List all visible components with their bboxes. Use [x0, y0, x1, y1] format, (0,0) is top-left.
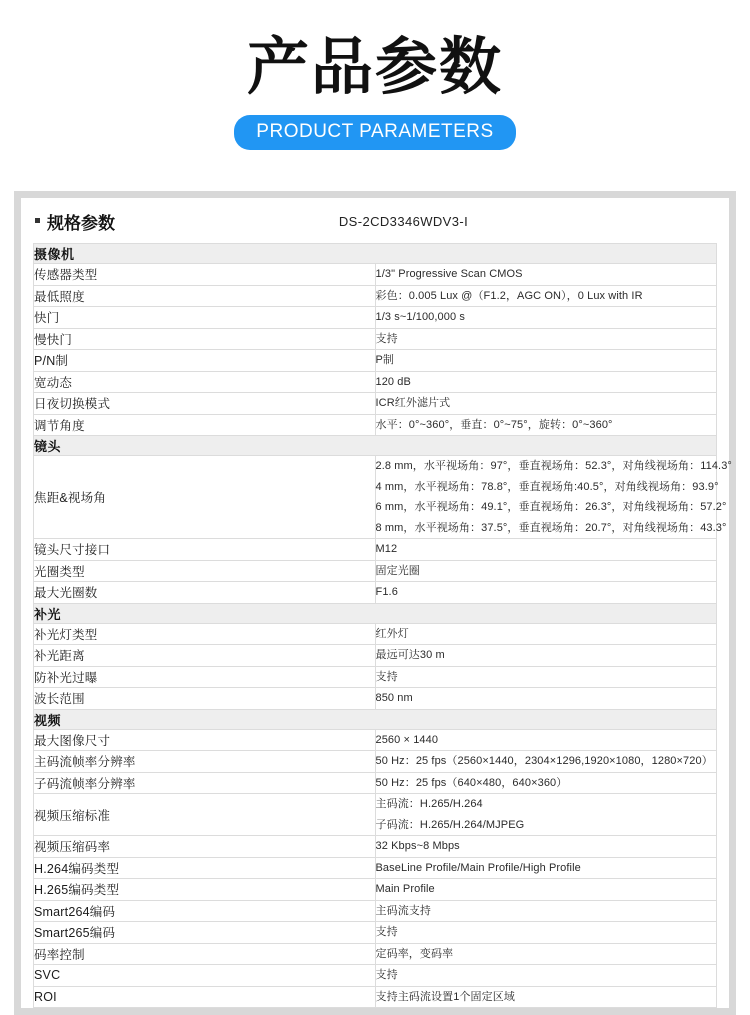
- spec-value: [375, 307, 717, 329]
- spec-value-line: BaseLine Profile/Main Profile/High Profile: [375, 861, 581, 874]
- spec-group-row: [34, 436, 717, 456]
- spec-key: 调节角度: [34, 414, 376, 436]
- spec-value: [375, 857, 717, 879]
- spec-value: [375, 688, 717, 710]
- spec-key: 视频压缩标准: [34, 794, 376, 836]
- table-row: [34, 264, 717, 286]
- spec-value-line: 1/3 s~1/100,000 s: [375, 311, 465, 324]
- spec-value-line: 850 nm: [375, 692, 413, 705]
- spec-key: 补光灯类型: [34, 623, 376, 645]
- spec-key: 镜头尺寸接口: [34, 539, 376, 561]
- spec-value-line: 支持: [375, 332, 398, 345]
- spec-key: ROI: [34, 986, 376, 1008]
- table-row: [34, 645, 717, 667]
- spec-value-line: 2.8 mm，水平视场角：97°，垂直视场角：52.3°，对角线视场角：114.3°: [375, 460, 732, 473]
- spec-value: [375, 836, 717, 858]
- spec-value-line: 彩色：0.005 Lux @（F1.2，AGC ON），0 Lux with IR: [375, 289, 643, 302]
- spec-key: 视频压缩码率: [34, 836, 376, 858]
- spec-value: [375, 666, 717, 688]
- spec-key: 最大图像尺寸: [34, 729, 376, 751]
- table-row: [34, 986, 717, 1008]
- table-row: [34, 836, 717, 858]
- spec-value: [375, 900, 717, 922]
- spec-key: SVC: [34, 965, 376, 987]
- spec-value: [375, 922, 717, 944]
- spec-value: [375, 772, 717, 794]
- specification-table: [33, 243, 732, 1008]
- table-row: [34, 456, 717, 539]
- spec-value-line: 1/3" Progressive Scan CMOS: [375, 268, 523, 281]
- spec-value: [375, 264, 717, 286]
- table-row: [34, 623, 717, 645]
- table-row: [34, 794, 717, 836]
- table-row: [34, 582, 717, 604]
- spec-value-line: ICR红外滤片式: [375, 397, 451, 410]
- spec-value-line: 主码流支持: [375, 904, 431, 917]
- spec-value: [375, 539, 717, 561]
- spec-value: [375, 414, 717, 436]
- spec-key: 慢快门: [34, 328, 376, 350]
- spec-key: 宽动态: [34, 371, 376, 393]
- table-row: [34, 965, 717, 987]
- table-row: [34, 371, 717, 393]
- spec-value: [375, 560, 717, 582]
- spec-section-label-text: 规格参数: [47, 214, 115, 234]
- spec-value-line: 120 dB: [375, 375, 411, 388]
- spec-value: [375, 456, 732, 539]
- table-row: [34, 414, 717, 436]
- spec-value: [375, 645, 717, 667]
- spec-value: [375, 943, 717, 965]
- spec-group-row: [34, 709, 717, 729]
- spec-value-line: 50 Hz：25 fps（640×480，640×360）: [375, 776, 568, 789]
- spec-key: H.264编码类型: [34, 857, 376, 879]
- spec-value-line: P制: [375, 354, 395, 367]
- spec-group-title: 补光: [34, 603, 717, 623]
- table-row: [34, 900, 717, 922]
- spec-group-row: [34, 603, 717, 623]
- table-row: [34, 539, 717, 561]
- table-row: [34, 393, 717, 415]
- spec-value-line: 32 Kbps~8 Mbps: [375, 840, 460, 853]
- spec-value: [375, 623, 717, 645]
- spec-key: 日夜切换模式: [34, 393, 376, 415]
- table-row: [34, 350, 717, 372]
- spec-value-line: 子码流：H.265/H.264/MJPEG: [375, 818, 525, 831]
- spec-value: [375, 350, 717, 372]
- spec-value-line: 支持: [375, 969, 398, 982]
- spec-value-line: 4 mm，水平视场角：78.8°，垂直视场角:40.5°，对角线视场角：93.9°: [375, 480, 719, 493]
- spec-key: 主码流帧率分辨率: [34, 751, 376, 773]
- page-header: [0, 0, 750, 150]
- spec-table-inner: [21, 198, 732, 1008]
- table-row: [34, 307, 717, 329]
- spec-key: H.265编码类型: [34, 879, 376, 901]
- spec-value: [375, 965, 717, 987]
- spec-group-title: 摄像机: [34, 244, 717, 264]
- spec-value-line: 最远可达30 m: [375, 649, 445, 662]
- spec-value-line: 支持: [375, 670, 398, 683]
- spec-key: 焦距&视场角: [34, 456, 376, 539]
- spec-value-line: 支持: [375, 926, 398, 939]
- table-row: [34, 688, 717, 710]
- table-row: [34, 285, 717, 307]
- table-row: [34, 943, 717, 965]
- spec-key: 波长范围: [34, 688, 376, 710]
- spec-section-label: [33, 209, 240, 234]
- spec-value-line: 6 mm，水平视场角：49.1°，垂直视场角：26.3°，对角线视场角：57.2°: [375, 501, 727, 514]
- spec-key: 码率控制: [34, 943, 376, 965]
- spec-key: 快门: [34, 307, 376, 329]
- spec-value-line: M12: [375, 543, 398, 556]
- spec-key: Smart265编码: [34, 922, 376, 944]
- spec-key: 最大光圈数: [34, 582, 376, 604]
- spec-value: [375, 393, 717, 415]
- spec-value-line: 定码率，变码率: [375, 947, 454, 960]
- spec-value: [375, 729, 717, 751]
- spec-value-line: 主码流：H.265/H.264: [375, 798, 483, 811]
- page-subtitle-wrap: [0, 115, 750, 150]
- table-row: [34, 729, 717, 751]
- spec-value: [375, 986, 717, 1008]
- table-row: [34, 560, 717, 582]
- spec-group-title: 镜头: [34, 436, 717, 456]
- page-subtitle-badge: PRODUCT PARAMETERS: [234, 115, 515, 150]
- spec-value: [375, 285, 717, 307]
- spec-value-line: F1.6: [375, 586, 398, 599]
- spec-table-frame: [14, 191, 736, 1015]
- spec-group-title: 视频: [34, 709, 717, 729]
- table-row: [34, 328, 717, 350]
- spec-value-line: Main Profile: [375, 883, 435, 896]
- spec-value-line: 50 Hz：25 fps（2560×1440，2304×1296,1920×1080，1280×720）: [375, 755, 713, 768]
- table-row: [34, 751, 717, 773]
- spec-value: [375, 582, 717, 604]
- model-number: DS-2CD3346WDV3-I: [338, 214, 469, 230]
- table-row: [34, 922, 717, 944]
- table-row: [34, 857, 717, 879]
- spec-value-line: 固定光圈: [375, 564, 420, 577]
- spec-key: 传感器类型: [34, 264, 376, 286]
- spec-key: 光圈类型: [34, 560, 376, 582]
- spec-value-line: 2560 × 1440: [375, 733, 439, 746]
- spec-value-line: 水平：0°~360°，垂直：0°~75°，旋转：0°~360°: [375, 418, 613, 431]
- spec-value: [375, 794, 717, 836]
- spec-value-line: 支持主码流设置1个固定区域: [375, 990, 515, 1003]
- spec-value-line: 8 mm，水平视场角：37.5°，垂直视场角：20.7°，对角线视场角：43.3°: [375, 521, 727, 534]
- spec-value-line: 红外灯: [375, 627, 409, 640]
- spec-value: [375, 371, 717, 393]
- table-row: [34, 666, 717, 688]
- spec-key: P/N制: [34, 350, 376, 372]
- square-bullet-icon: [35, 218, 40, 223]
- spec-key: Smart264编码: [34, 900, 376, 922]
- spec-value: [375, 328, 717, 350]
- spec-group-row: [34, 244, 717, 264]
- spec-key: 补光距离: [34, 645, 376, 667]
- page-title: 产品参数: [246, 30, 503, 103]
- table-row: [34, 879, 717, 901]
- spec-key: 防补光过曝: [34, 666, 376, 688]
- table-row: [34, 772, 717, 794]
- spec-value: [375, 879, 717, 901]
- spec-key: 子码流帧率分辨率: [34, 772, 376, 794]
- spec-value: [375, 751, 717, 773]
- spec-key: 最低照度: [34, 285, 376, 307]
- spec-header-row: [33, 207, 717, 243]
